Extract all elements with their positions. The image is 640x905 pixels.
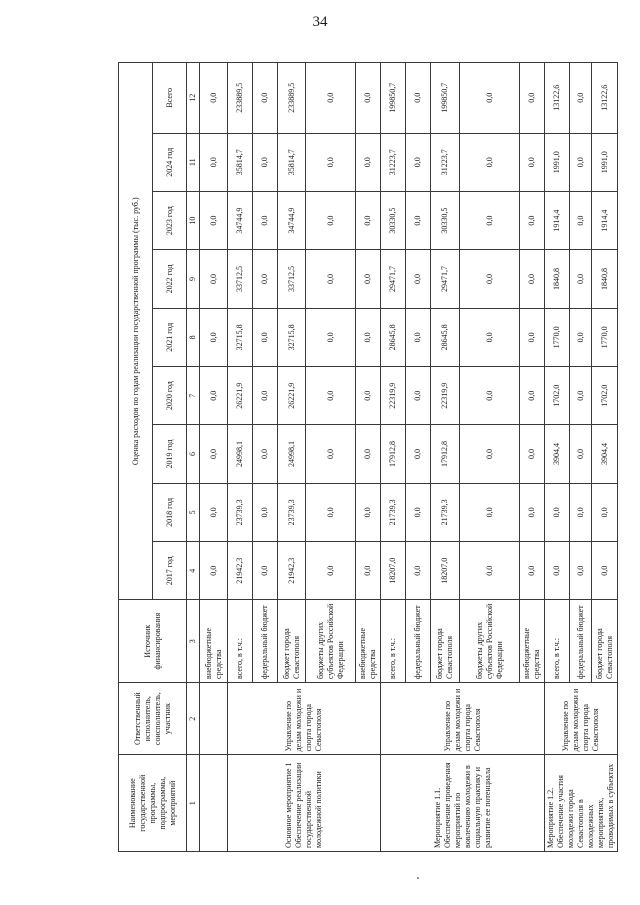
amount-cell: 0,0 — [306, 483, 356, 541]
amount-cell: 34744,9 — [278, 191, 306, 249]
amount-cell: 0,0 — [460, 191, 520, 249]
amount-cell: 0,0 — [570, 425, 592, 483]
scan-speck — [417, 877, 419, 879]
total-header: Всего — [153, 63, 187, 134]
total-cell: 0,0 — [306, 63, 356, 134]
amount-cell: 30330,5 — [381, 191, 406, 249]
total-cell: 199850,7 — [431, 63, 460, 134]
funding-source: бюджет города Севастополя — [592, 600, 618, 683]
year-header: 2020 год — [153, 367, 187, 425]
amount-cell: 0,0 — [460, 542, 520, 600]
amount-cell: 0,0 — [570, 308, 592, 366]
funding-source: всего, в т.ч.: — [381, 600, 406, 683]
amount-cell: 1914,4 — [545, 191, 570, 249]
amount-cell: 0,0 — [545, 542, 570, 600]
amount-cell: 24998,1 — [278, 425, 306, 483]
amount-cell: 0,0 — [253, 367, 278, 425]
amount-cell: 21942,3 — [228, 542, 253, 600]
amount-cell: 0,0 — [356, 425, 381, 483]
amount-cell: 34744,9 — [228, 191, 253, 249]
year-header: 2022 год — [153, 250, 187, 308]
amount-cell: 0,0 — [356, 367, 381, 425]
amount-cell: 0,0 — [520, 191, 545, 249]
funding-source: всего, в т.ч.: — [228, 600, 253, 683]
funding-source: бюджет города Севастополя — [431, 600, 460, 683]
header-executor: Ответственный исполнитель, соисполнитель, участник — [119, 682, 187, 754]
funding-source: федеральный бюджет — [570, 600, 592, 683]
amount-cell: 0,0 — [520, 483, 545, 541]
amount-cell: 0,0 — [406, 133, 431, 191]
amount-cell: 28645,8 — [381, 308, 406, 366]
amount-cell: 0,0 — [306, 250, 356, 308]
amount-cell: 1770,0 — [592, 308, 618, 366]
total-cell: 233889,5 — [228, 63, 253, 134]
header-source: Источник финансирования — [119, 600, 187, 683]
amount-cell: 1991,0 — [592, 133, 618, 191]
amount-cell: 1914,4 — [592, 191, 618, 249]
amount-cell: 1702,0 — [545, 367, 570, 425]
page-number: 34 — [312, 14, 328, 30]
responsible-executor — [200, 682, 228, 754]
column-number: 1 — [187, 755, 200, 852]
amount-cell: 0,0 — [253, 308, 278, 366]
funding-source: всего, в т.ч.: — [545, 600, 570, 683]
funding-source: бюджеты других субъектов Российской Федерации — [306, 600, 356, 683]
amount-cell: 0,0 — [306, 367, 356, 425]
header-row — [119, 63, 153, 852]
total-cell: 0,0 — [356, 63, 381, 134]
amount-cell: 0,0 — [200, 250, 228, 308]
amount-cell: 0,0 — [520, 367, 545, 425]
amount-cell: 0,0 — [570, 191, 592, 249]
amount-cell: 21942,3 — [278, 542, 306, 600]
total-cell: 233889,5 — [278, 63, 306, 134]
amount-cell: 0,0 — [200, 483, 228, 541]
amount-cell: 3904,4 — [592, 425, 618, 483]
column-number: 11 — [187, 133, 200, 191]
amount-cell: 0,0 — [356, 542, 381, 600]
amount-cell: 0,0 — [356, 191, 381, 249]
amount-cell: 26221,9 — [228, 367, 253, 425]
amount-cell: 0,0 — [200, 133, 228, 191]
amount-cell: 0,0 — [570, 483, 592, 541]
amount-cell: 0,0 — [253, 250, 278, 308]
amount-cell: 0,0 — [406, 308, 431, 366]
amount-cell: 0,0 — [406, 367, 431, 425]
amount-cell: 0,0 — [253, 133, 278, 191]
year-header: 2024 год — [153, 133, 187, 191]
amount-cell: 0,0 — [356, 133, 381, 191]
amount-cell: 0,0 — [306, 425, 356, 483]
amount-cell: 21739,3 — [431, 483, 460, 541]
amount-cell: 0,0 — [520, 250, 545, 308]
amount-cell: 0,0 — [460, 367, 520, 425]
amount-cell: 17912,8 — [381, 425, 406, 483]
amount-cell: 0,0 — [200, 191, 228, 249]
rotated-table-wrapper — [118, 62, 618, 852]
amount-cell: 0,0 — [253, 483, 278, 541]
total-cell: 13122,6 — [545, 63, 570, 134]
funding-source: бюджеты других субъектов Российской Федерации — [460, 600, 520, 683]
amount-cell: 0,0 — [570, 367, 592, 425]
measure-name: Мероприятие 1.2. Обеспечение участия молодежи города Севастополя в молодежных мероприятиях, проводимых в субъектах — [545, 755, 618, 852]
amount-cell: 0,0 — [200, 542, 228, 600]
amount-cell: 0,0 — [460, 308, 520, 366]
funding-source: федеральный бюджет — [406, 600, 431, 683]
amount-cell: 0,0 — [520, 308, 545, 366]
year-header: 2019 год — [153, 425, 187, 483]
amount-cell: 1840,8 — [545, 250, 570, 308]
amount-cell: 23739,3 — [278, 483, 306, 541]
amount-cell: 0,0 — [253, 542, 278, 600]
amount-cell: 0,0 — [406, 425, 431, 483]
amount-cell: 29471,7 — [381, 250, 406, 308]
responsible-executor: Управление по делам молодежи и спорта города Севастополя — [545, 682, 618, 754]
amount-cell: 0,0 — [520, 133, 545, 191]
amount-cell: 0,0 — [570, 250, 592, 308]
amount-cell: 0,0 — [306, 542, 356, 600]
amount-cell: 0,0 — [406, 483, 431, 541]
total-cell: 13122,6 — [592, 63, 618, 134]
amount-cell: 1770,0 — [545, 308, 570, 366]
funding-source: внебюджетные средства — [520, 600, 545, 683]
amount-cell: 33712,5 — [278, 250, 306, 308]
table-row — [381, 63, 406, 852]
measure-name: Основное мероприятие 1 Обеспечение реализации государственной молодежной политики — [228, 755, 381, 852]
total-cell: 0,0 — [200, 63, 228, 134]
amount-cell: 26221,9 — [278, 367, 306, 425]
header-name: Наименование государственной программы, подпрограммы, мероприятий — [119, 755, 187, 852]
total-cell: 0,0 — [570, 63, 592, 134]
amount-cell: 1702,0 — [592, 367, 618, 425]
column-number: 9 — [187, 250, 200, 308]
budget-table — [118, 62, 618, 852]
amount-cell: 0,0 — [253, 425, 278, 483]
year-header: 2018 год — [153, 483, 187, 541]
amount-cell: 0,0 — [200, 367, 228, 425]
table-row — [228, 63, 253, 852]
amount-cell: 28645,8 — [431, 308, 460, 366]
amount-cell: 24998,1 — [228, 425, 253, 483]
total-cell: 0,0 — [520, 63, 545, 134]
column-number: 8 — [187, 308, 200, 366]
amount-cell: 29471,7 — [431, 250, 460, 308]
amount-cell: 22319,9 — [381, 367, 406, 425]
column-number: 6 — [187, 425, 200, 483]
header-estimate: Оценка расходов по годам реализации государственной программы (тыс. руб.) — [119, 63, 153, 600]
year-header: 2017 год — [153, 542, 187, 600]
amount-cell: 17912,8 — [431, 425, 460, 483]
total-cell: 0,0 — [460, 63, 520, 134]
amount-cell: 35814,7 — [278, 133, 306, 191]
responsible-executor: Управление по делам молодежи и спорта города Севастополя — [228, 682, 381, 754]
amount-cell: 0,0 — [460, 483, 520, 541]
amount-cell: 0,0 — [306, 191, 356, 249]
total-cell: 0,0 — [253, 63, 278, 134]
total-cell: 199850,7 — [381, 63, 406, 134]
amount-cell: 0,0 — [406, 250, 431, 308]
column-number: 12 — [187, 63, 200, 134]
column-number: 3 — [187, 600, 200, 683]
table-row — [200, 63, 228, 852]
amount-cell: 0,0 — [592, 483, 618, 541]
funding-source: внебюджетные средства — [200, 600, 228, 683]
amount-cell: 1991,0 — [545, 133, 570, 191]
amount-cell: 0,0 — [356, 308, 381, 366]
amount-cell: 0,0 — [545, 483, 570, 541]
table-row — [545, 63, 570, 852]
funding-source: федеральный бюджет — [253, 600, 278, 683]
amount-cell: 22319,9 — [431, 367, 460, 425]
amount-cell: 0,0 — [460, 133, 520, 191]
amount-cell: 32715,8 — [278, 308, 306, 366]
amount-cell: 30330,5 — [431, 191, 460, 249]
amount-cell: 18207,0 — [431, 542, 460, 600]
amount-cell: 0,0 — [406, 191, 431, 249]
amount-cell: 0,0 — [520, 425, 545, 483]
amount-cell: 0,0 — [460, 425, 520, 483]
amount-cell: 21739,3 — [381, 483, 406, 541]
funding-source: бюджет города Севастополя — [278, 600, 306, 683]
amount-cell: 0,0 — [306, 308, 356, 366]
total-cell: 0,0 — [406, 63, 431, 134]
year-header: 2023 год — [153, 191, 187, 249]
column-number: 2 — [187, 682, 200, 754]
measure-name — [200, 755, 228, 852]
amount-cell: 31223,7 — [381, 133, 406, 191]
amount-cell: 1840,8 — [592, 250, 618, 308]
column-number: 7 — [187, 367, 200, 425]
responsible-executor: Управление по делам молодежи и спорта города Севастополя — [381, 682, 545, 754]
funding-source: внебюджетные средства — [356, 600, 381, 683]
amount-cell: 0,0 — [356, 250, 381, 308]
column-number: 10 — [187, 191, 200, 249]
amount-cell: 0,0 — [460, 250, 520, 308]
amount-cell: 0,0 — [356, 483, 381, 541]
amount-cell: 0,0 — [306, 133, 356, 191]
amount-cell: 0,0 — [592, 542, 618, 600]
amount-cell: 31223,7 — [431, 133, 460, 191]
measure-name: Мероприятие 1.1. Обеспечение проведения мероприятий по вовлечению молодежи в социальную практику и развитие ее потенциала — [381, 755, 545, 852]
column-number: 5 — [187, 483, 200, 541]
amount-cell: 0,0 — [406, 542, 431, 600]
column-numbers-row — [187, 63, 200, 852]
year-header: 2021 год — [153, 308, 187, 366]
amount-cell: 33712,5 — [228, 250, 253, 308]
amount-cell: 3904,4 — [545, 425, 570, 483]
amount-cell: 0,0 — [570, 133, 592, 191]
amount-cell: 0,0 — [200, 425, 228, 483]
amount-cell: 18207,0 — [381, 542, 406, 600]
amount-cell: 0,0 — [200, 308, 228, 366]
amount-cell: 35814,7 — [228, 133, 253, 191]
column-number: 4 — [187, 542, 200, 600]
amount-cell: 0,0 — [253, 191, 278, 249]
amount-cell: 0,0 — [520, 542, 545, 600]
amount-cell: 23739,3 — [228, 483, 253, 541]
amount-cell: 32715,8 — [228, 308, 253, 366]
amount-cell: 0,0 — [570, 542, 592, 600]
